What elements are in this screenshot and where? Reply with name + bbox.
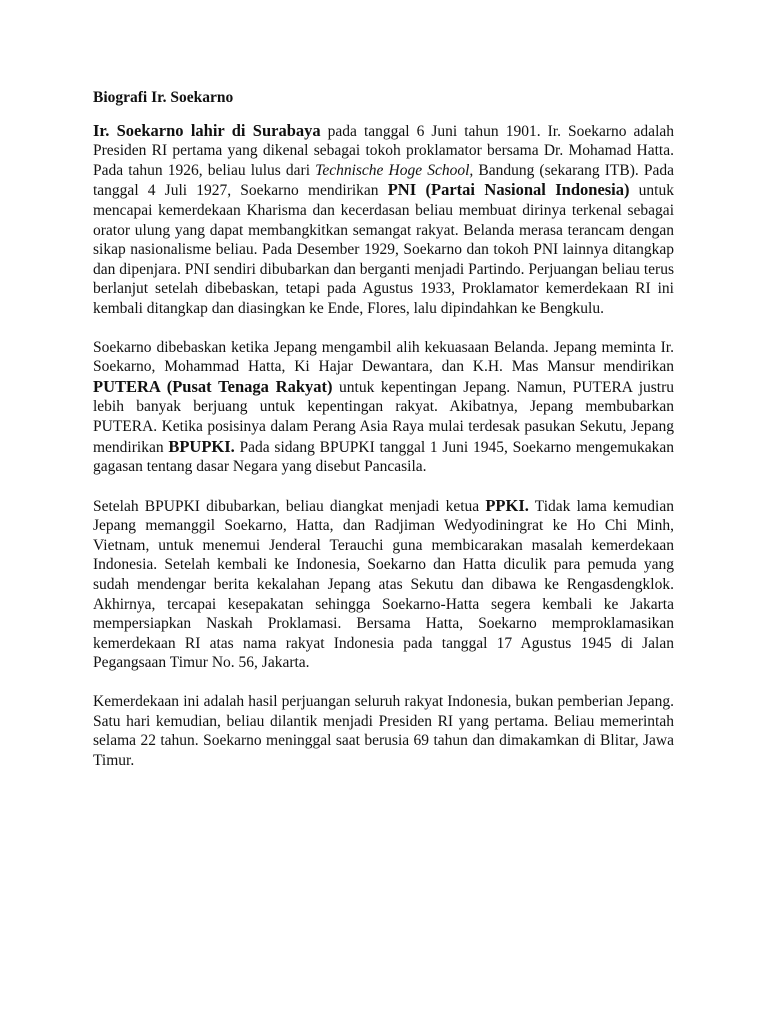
document-title: Biografi Ir. Soekarno — [93, 89, 234, 106]
pni-highlight: PNI (Partai Nasional Indonesia) — [387, 180, 630, 200]
paragraph-1-text-b: Bandung (sekarang ITB). Pada tanggal 4 Juli 1927, Soekarno mendirikan — [93, 161, 674, 200]
paragraph-1-text-a: pada tanggal 6 Juni tahun 1901. Ir. Soekarno adalah Presiden RI pertama yang dikenal sebagai tokoh proklamator bersama Dr. Mohamad Hatta. Pada tahun 1926, beliau lulus dari — [93, 122, 674, 179]
paragraph-2 — [93, 338, 674, 477]
paragraph-2-text-a: Soekarno dibebaskan ketika Jepang mengambil alih kekuasaan Belanda. Jepang meminta Ir. Soekarno, Mohammad Hatta, Ki Hajar Dewantara, dan K.H. Mas Mansur mendirikan — [93, 338, 674, 376]
ppki-highlight: PPKI. — [485, 495, 529, 515]
bpupki-highlight: BPUPKI. — [168, 436, 235, 456]
paragraph-4 — [93, 692, 674, 770]
paragraph-4-text: Kemerdekaan ini adalah hasil perjuangan seluruh rakyat Indonesia, bukan pemberian Jepang. Satu hari kemudian, beliau dilantik menjadi Presiden RI yang pertama. Beliau memerintah selama 22 tahun. Soekarno meninggal saat berusia 69 tahun dan dimakamkan di Blitar, Jawa Timur. — [93, 693, 674, 769]
paragraph-1 — [93, 121, 674, 319]
school-name: Technische Hoge School, — [315, 161, 474, 179]
paragraph-3-text-a: Setelah BPUPKI dibubarkan, beliau diangkat menjadi ketua — [93, 497, 486, 515]
paragraph-3-text-b: Tidak lama kemudian Jepang memanggil Soekarno, Hatta, dan Radjiman Wedyodiningrat ke Ho Chi Minh, Vietnam, untuk menemui Jenderal Terauchi guna membicarakan masalah kemerdekaan Indonesia. Setelah kembali ke Indonesia, Soekarno dan Hatta diculik para pemuda yang sudah mendengar berita kekalahan Jepang atas Sekutu dan dibawa ke Rengasdengklok. Akhirnya, tercapai kesepakatan sehingga Soekarno-Hatta segera kembali ke Jakarta mempersiapkan Naskah Proklamasi. Bersama Hatta, Soekarno memproklamasikan kemerdekaan RI atas nama rakyat Indonesia pada tanggal 17 Agustus 1945 di Jalan Pegangsaan Timur No. 56, Jakarta. — [93, 497, 674, 672]
paragraph-3 — [93, 496, 674, 673]
document-page — [93, 88, 674, 789]
paragraph-1-text-c: untuk mencapai kemerdekaan Kharisma dan kecerdasan beliau membuat dirinya terkenal sebagai orator ulung yang dapat membangkitkan semangat rakyat. Belanda merasa terancam dengan sikap nasionalisme beliau. Pada Desember 1929, Soekarno dan tokoh PNI lainnya ditangkap dan dipenjara. PNI sendiri dibubarkan dan berganti menjadi Partindo. Perjuangan beliau terus berlanjut setelah dibebaskan, tetapi pada Agustus 1933, Proklamator kemerdekaan RI ini kembali ditangkap dan diasingkan ke Ende, Flores, lalu dipindahkan ke Bengkulu. — [93, 182, 674, 317]
putera-highlight: PUTERA (Pusat Tenaga Rakyat) — [93, 376, 333, 396]
paragraph-2-text-c: Pada sidang BPUPKI tanggal 1 Juni 1945, Soekarno mengemukakan gagasan tentang dasar Negara yang disebut Pancasila. — [93, 438, 675, 476]
paragraph-2-text-b: untuk kepentingan Jepang. Namun, PUTERA justru lebih banyak berjuang untuk kepentingan rakyat. Akibatnya, Jepang membubarkan PUTERA. Ketika posisinya dalam Perang Asia Raya mulai terdesak pasukan Sekutu, Jepang mendirikan — [93, 378, 674, 456]
birth-highlight: Ir. Soekarno lahir di Surabaya — [93, 120, 321, 140]
